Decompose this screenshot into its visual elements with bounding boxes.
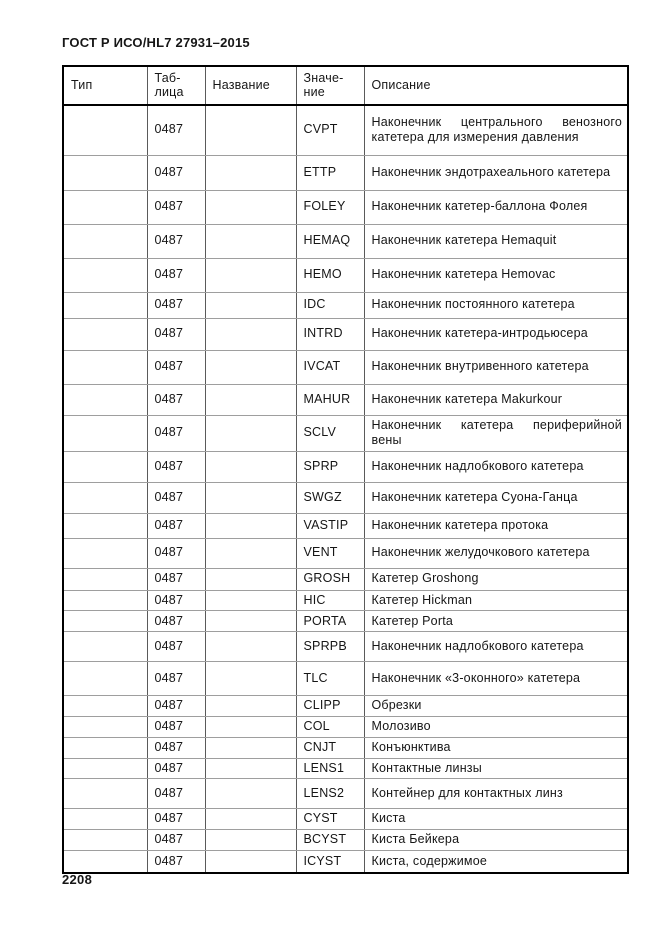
description-cell: Киста Бейкера	[364, 830, 628, 851]
name-cell	[205, 662, 296, 696]
value-cell: SPRP	[296, 451, 364, 482]
table-row	[63, 611, 628, 632]
value-cell: INTRD	[296, 318, 364, 350]
name-cell	[205, 568, 296, 590]
description-cell: Конъюнктива	[364, 738, 628, 759]
table-row	[63, 482, 628, 513]
type-cell	[63, 513, 147, 538]
value-cell: CLIPP	[296, 696, 364, 717]
value-cell: FOLEY	[296, 190, 364, 224]
name-cell	[205, 318, 296, 350]
name-cell	[205, 384, 296, 415]
value-cell: CNJT	[296, 738, 364, 759]
table-id-cell: 0487	[147, 292, 205, 318]
table-id-cell: 0487	[147, 738, 205, 759]
name-cell	[205, 538, 296, 568]
value-cell: TLC	[296, 662, 364, 696]
table-row	[63, 292, 628, 318]
value-cell: LENS2	[296, 779, 364, 809]
table-row	[63, 738, 628, 759]
value-cell: VENT	[296, 538, 364, 568]
table-id-cell: 0487	[147, 538, 205, 568]
description-cell: Киста, содержимое	[364, 851, 628, 873]
table-row	[63, 415, 628, 451]
description-cell: Наконечник желудочкового катетера	[364, 538, 628, 568]
table-id-cell: 0487	[147, 451, 205, 482]
table-body	[63, 105, 628, 873]
type-cell	[63, 155, 147, 190]
table-header-row	[63, 66, 628, 105]
description-cell: Наконечник надлобкового катетера	[364, 451, 628, 482]
description-cell: Обрезки	[364, 696, 628, 717]
type-cell	[63, 809, 147, 830]
type-cell	[63, 292, 147, 318]
table-row	[63, 190, 628, 224]
name-cell	[205, 779, 296, 809]
type-cell	[63, 350, 147, 384]
description-cell: Наконечник внутривенного катетера	[364, 350, 628, 384]
description-cell: Контейнер для контактных линз	[364, 779, 628, 809]
table-row	[63, 538, 628, 568]
table-row	[63, 568, 628, 590]
column-header-value: Значе-ние	[296, 66, 364, 105]
name-cell	[205, 809, 296, 830]
table-id-cell: 0487	[147, 384, 205, 415]
type-cell	[63, 590, 147, 611]
name-cell	[205, 830, 296, 851]
value-cell: CYST	[296, 809, 364, 830]
table-id-cell: 0487	[147, 190, 205, 224]
value-cell: ETTP	[296, 155, 364, 190]
table-id-cell: 0487	[147, 155, 205, 190]
description-cell: Катетер Groshong	[364, 568, 628, 590]
description-cell: Наконечник катетера Makurkour	[364, 384, 628, 415]
name-cell	[205, 292, 296, 318]
table-row	[63, 632, 628, 662]
description-cell: Наконечник катетера-интродьюсера	[364, 318, 628, 350]
type-cell	[63, 538, 147, 568]
table-id-cell: 0487	[147, 415, 205, 451]
table-id-cell: 0487	[147, 662, 205, 696]
type-cell	[63, 851, 147, 873]
name-cell	[205, 851, 296, 873]
table-row	[63, 384, 628, 415]
value-cell: CVPT	[296, 105, 364, 155]
description-cell: Наконечник надлобкового катетера	[364, 632, 628, 662]
name-cell	[205, 611, 296, 632]
table-id-cell: 0487	[147, 830, 205, 851]
description-cell: Катетер Hickman	[364, 590, 628, 611]
value-cell: HIC	[296, 590, 364, 611]
table-id-cell: 0487	[147, 851, 205, 873]
column-header-description: Описание	[364, 66, 628, 105]
table-row	[63, 758, 628, 779]
table-id-cell: 0487	[147, 318, 205, 350]
table-id-cell: 0487	[147, 809, 205, 830]
name-cell	[205, 513, 296, 538]
table-id-cell: 0487	[147, 779, 205, 809]
type-cell	[63, 224, 147, 258]
type-cell	[63, 318, 147, 350]
table-row	[63, 513, 628, 538]
name-cell	[205, 155, 296, 190]
type-cell	[63, 779, 147, 809]
value-cell: BCYST	[296, 830, 364, 851]
column-header-table: Таб-лица	[147, 66, 205, 105]
name-cell	[205, 482, 296, 513]
table-id-cell: 0487	[147, 590, 205, 611]
table-id-cell: 0487	[147, 632, 205, 662]
value-cell: VASTIP	[296, 513, 364, 538]
value-cell: ICYST	[296, 851, 364, 873]
table-id-cell: 0487	[147, 350, 205, 384]
description-cell: Наконечник «3-оконного» катетера	[364, 662, 628, 696]
name-cell	[205, 451, 296, 482]
name-cell	[205, 415, 296, 451]
column-header-type: Тип	[63, 66, 147, 105]
description-cell: Наконечник катетер-баллона Фолея	[364, 190, 628, 224]
description-cell: Наконечник эндотрахеального катетера	[364, 155, 628, 190]
type-cell	[63, 662, 147, 696]
document-header-title: ГОСТ Р ИСО/HL7 27931–2015	[62, 35, 250, 50]
table-id-cell: 0487	[147, 696, 205, 717]
table-id-cell: 0487	[147, 482, 205, 513]
table-row	[63, 258, 628, 292]
value-cell: IVCAT	[296, 350, 364, 384]
table-row	[63, 318, 628, 350]
description-cell: Контактные линзы	[364, 758, 628, 779]
table-row	[63, 696, 628, 717]
table-row	[63, 451, 628, 482]
table-row	[63, 779, 628, 809]
table-row	[63, 809, 628, 830]
type-cell	[63, 830, 147, 851]
value-cell: SPRPB	[296, 632, 364, 662]
name-cell	[205, 224, 296, 258]
table-id-cell: 0487	[147, 758, 205, 779]
type-cell	[63, 696, 147, 717]
description-cell: Наконечник катетера Hemovac	[364, 258, 628, 292]
description-cell: Наконечник центрального венозного катетера для измерения давления	[364, 105, 628, 155]
table-row	[63, 590, 628, 611]
name-cell	[205, 758, 296, 779]
type-cell	[63, 717, 147, 738]
table-header	[63, 66, 628, 105]
table-id-cell: 0487	[147, 105, 205, 155]
table-row	[63, 717, 628, 738]
type-cell	[63, 611, 147, 632]
value-cell: SCLV	[296, 415, 364, 451]
name-cell	[205, 105, 296, 155]
type-cell	[63, 384, 147, 415]
description-cell: Киста	[364, 809, 628, 830]
table-id-cell: 0487	[147, 568, 205, 590]
table-id-cell: 0487	[147, 513, 205, 538]
description-cell: Наконечник постоянного катетера	[364, 292, 628, 318]
description-cell: Катетер Porta	[364, 611, 628, 632]
table-id-cell: 0487	[147, 224, 205, 258]
page-number: 2208	[62, 872, 93, 887]
name-cell	[205, 696, 296, 717]
value-cell: MAHUR	[296, 384, 364, 415]
value-cell: COL	[296, 717, 364, 738]
value-cell: LENS1	[296, 758, 364, 779]
description-cell: Молозиво	[364, 717, 628, 738]
table-row	[63, 830, 628, 851]
table-id-cell: 0487	[147, 611, 205, 632]
name-cell	[205, 590, 296, 611]
name-cell	[205, 190, 296, 224]
column-header-name: Название	[205, 66, 296, 105]
value-cell: HEMO	[296, 258, 364, 292]
type-cell	[63, 758, 147, 779]
description-cell: Наконечник катетера Суона-Ганца	[364, 482, 628, 513]
table-id-cell: 0487	[147, 717, 205, 738]
name-cell	[205, 738, 296, 759]
description-cell: Наконечник катетера протока	[364, 513, 628, 538]
value-cell: PORTA	[296, 611, 364, 632]
type-cell	[63, 568, 147, 590]
table-row	[63, 105, 628, 155]
type-cell	[63, 190, 147, 224]
table-row	[63, 851, 628, 873]
type-cell	[63, 258, 147, 292]
name-cell	[205, 717, 296, 738]
type-cell	[63, 415, 147, 451]
table-row	[63, 662, 628, 696]
value-cell: IDC	[296, 292, 364, 318]
type-cell	[63, 451, 147, 482]
value-cell: SWGZ	[296, 482, 364, 513]
description-cell: Наконечник катетера Hemaquit	[364, 224, 628, 258]
value-cell: GROSH	[296, 568, 364, 590]
value-cell: HEMAQ	[296, 224, 364, 258]
name-cell	[205, 632, 296, 662]
table-row	[63, 224, 628, 258]
type-cell	[63, 738, 147, 759]
table-id-cell: 0487	[147, 258, 205, 292]
name-cell	[205, 350, 296, 384]
name-cell	[205, 258, 296, 292]
type-cell	[63, 105, 147, 155]
table-row	[63, 155, 628, 190]
description-cell: Наконечник катетера периферийной вены	[364, 415, 628, 451]
type-cell	[63, 632, 147, 662]
table-row	[63, 350, 628, 384]
hl7-codes-table	[62, 65, 629, 874]
type-cell	[63, 482, 147, 513]
